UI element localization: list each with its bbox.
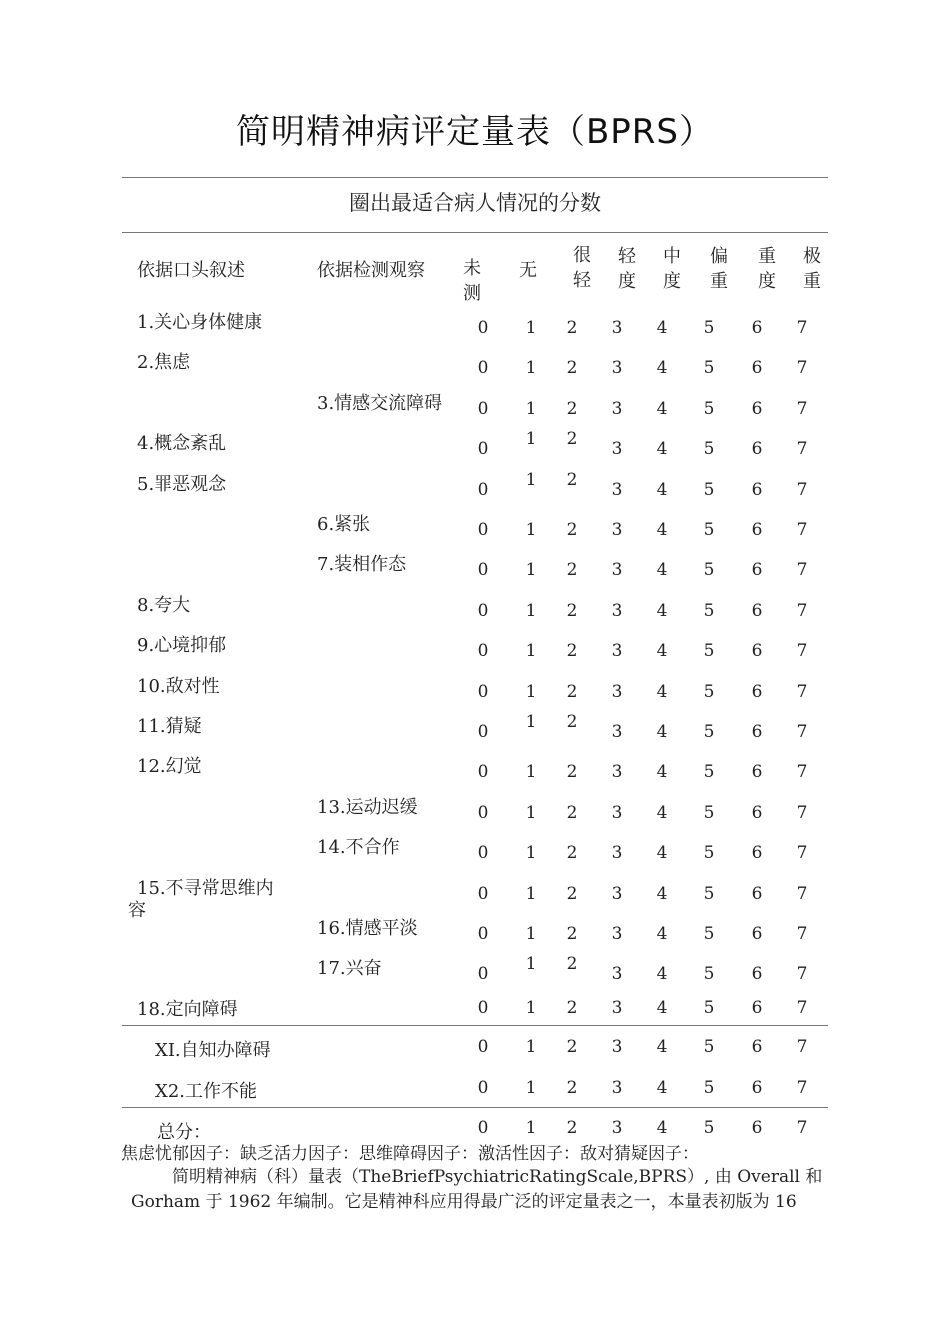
score-1: 1: [525, 954, 537, 975]
score-0: 0: [477, 1078, 489, 1098]
score-0: 0: [477, 560, 489, 581]
score-7: 7: [796, 997, 808, 1018]
score-3: 3: [611, 722, 623, 742]
score-6: 6: [751, 964, 763, 985]
score-0: 0: [477, 398, 489, 419]
score-4: 4: [656, 600, 668, 621]
score-3: 3: [611, 318, 623, 338]
score-6: 6: [751, 681, 763, 702]
score-4: 4: [656, 883, 668, 904]
score-0: 0: [477, 358, 489, 379]
header-score-1: 无: [519, 260, 537, 281]
score-2: 2: [566, 600, 578, 621]
score-5: 5: [703, 802, 715, 823]
score-2: 2: [566, 712, 578, 732]
score-5: 5: [703, 358, 715, 379]
score-2: 2: [566, 997, 578, 1018]
score-0: 0: [477, 997, 489, 1018]
score-7: 7: [796, 1078, 808, 1098]
score-5: 5: [703, 681, 715, 702]
score-0: 0: [477, 924, 489, 944]
score-7: 7: [796, 924, 808, 944]
score-5: 5: [703, 439, 715, 460]
score-7: 7: [796, 398, 808, 419]
score-1: 1: [525, 398, 537, 419]
header-score-3: 轻 度: [618, 246, 636, 292]
score-7: 7: [796, 439, 808, 460]
score-3: 3: [611, 843, 623, 864]
score-5: 5: [703, 520, 715, 540]
score-5: 5: [703, 722, 715, 742]
score-3: 3: [611, 883, 623, 904]
top-rule: [122, 177, 828, 178]
score-2: 2: [566, 802, 578, 823]
score-7: 7: [796, 681, 808, 702]
score-4: 4: [656, 964, 668, 985]
score-4: 4: [656, 1037, 668, 1057]
score-5: 5: [703, 1078, 715, 1098]
score-7: 7: [796, 802, 808, 823]
score-2: 2: [566, 1037, 578, 1057]
score-1: 1: [525, 318, 537, 338]
score-0: 0: [477, 843, 489, 864]
total-rule: [122, 1107, 828, 1108]
total-label: 总分：: [157, 1122, 211, 1143]
document-title: 简明精神病评定量表（BPRS）: [235, 112, 715, 152]
item-label: 9.心境抑郁: [137, 635, 227, 657]
total-score-2: 2: [566, 1118, 578, 1138]
score-7: 7: [796, 358, 808, 379]
item-label: 7.装相作态: [317, 554, 407, 576]
score-1: 1: [525, 802, 537, 823]
score-5: 5: [703, 318, 715, 338]
score-6: 6: [751, 520, 763, 540]
extra-item-label: X2.工作不能: [155, 1081, 257, 1102]
score-4: 4: [656, 560, 668, 581]
score-2: 2: [566, 560, 578, 581]
score-4: 4: [656, 843, 668, 864]
score-3: 3: [611, 924, 623, 944]
score-3: 3: [611, 681, 623, 702]
header-rule: [122, 232, 828, 233]
score-6: 6: [751, 560, 763, 581]
score-2: 2: [566, 520, 578, 540]
total-score-1: 1: [525, 1118, 537, 1138]
score-2: 2: [566, 681, 578, 702]
score-4: 4: [656, 479, 668, 500]
score-3: 3: [611, 641, 623, 662]
score-1: 1: [525, 997, 537, 1018]
score-0: 0: [477, 762, 489, 783]
score-6: 6: [751, 722, 763, 742]
score-4: 4: [656, 398, 668, 419]
score-3: 3: [611, 1037, 623, 1057]
score-4: 4: [656, 520, 668, 540]
score-0: 0: [477, 520, 489, 540]
score-1: 1: [525, 681, 537, 702]
item-label: 15.不寻常思维内: [137, 877, 274, 899]
score-3: 3: [611, 560, 623, 581]
description-line-2: Gorham 于 1962 年编制。它是精神科应用得最广泛的评定量表之一，本量表初版为 16: [131, 1192, 797, 1212]
score-6: 6: [751, 843, 763, 864]
header-verbal: 依据口头叙述: [137, 260, 245, 281]
instruction-subtitle: 圈出最适合病人情况的分数: [349, 191, 601, 215]
score-6: 6: [751, 479, 763, 500]
score-5: 5: [703, 1037, 715, 1057]
score-6: 6: [751, 641, 763, 662]
score-4: 4: [656, 997, 668, 1018]
score-1: 1: [525, 520, 537, 540]
score-5: 5: [703, 479, 715, 500]
score-7: 7: [796, 1037, 808, 1057]
score-3: 3: [611, 997, 623, 1018]
score-1: 1: [525, 924, 537, 944]
score-6: 6: [751, 1037, 763, 1057]
score-5: 5: [703, 924, 715, 944]
score-0: 0: [477, 722, 489, 742]
header-score-0: 未测: [463, 258, 481, 304]
score-0: 0: [477, 600, 489, 621]
score-1: 1: [525, 843, 537, 864]
item-label: 11.猜疑: [137, 716, 202, 737]
score-2: 2: [566, 641, 578, 662]
score-3: 3: [611, 1078, 623, 1098]
score-1: 1: [525, 1037, 537, 1057]
score-1: 1: [525, 641, 537, 662]
header-observed: 依据检测观察: [317, 260, 425, 281]
item-label: 14.不合作: [317, 837, 400, 859]
score-3: 3: [611, 802, 623, 823]
item-label: 16.情感平淡: [317, 918, 418, 939]
score-3: 3: [611, 398, 623, 419]
score-2: 2: [566, 843, 578, 864]
total-score-0: 0: [477, 1118, 489, 1138]
score-1: 1: [525, 469, 537, 490]
score-0: 0: [477, 1037, 489, 1057]
score-4: 4: [656, 318, 668, 338]
score-7: 7: [796, 560, 808, 581]
extra-item-label: XI.自知办障碍: [155, 1040, 271, 1061]
total-score-4: 4: [656, 1118, 668, 1138]
score-2: 2: [566, 883, 578, 904]
score-6: 6: [751, 762, 763, 783]
score-7: 7: [796, 964, 808, 985]
score-7: 7: [796, 600, 808, 621]
score-0: 0: [477, 964, 489, 985]
factors-line: 焦虑忧郁因子：缺乏活力因子：思维障碍因子：激活性因子：敌对猜疑因子：: [121, 1144, 699, 1164]
score-5: 5: [703, 560, 715, 581]
score-0: 0: [477, 802, 489, 823]
score-5: 5: [703, 762, 715, 783]
score-3: 3: [611, 762, 623, 783]
score-2: 2: [566, 358, 578, 379]
score-0: 0: [477, 318, 489, 338]
score-1: 1: [525, 429, 537, 450]
score-5: 5: [703, 843, 715, 864]
item-label: 13.运动迟缓: [317, 796, 418, 818]
item-label: 1.关心身体健康: [137, 312, 263, 333]
score-3: 3: [611, 479, 623, 500]
score-4: 4: [656, 641, 668, 662]
extra-rule: [122, 1025, 828, 1026]
header-score-4: 中 度: [663, 246, 681, 292]
item-label: 4.概念紊乱: [137, 433, 227, 455]
score-5: 5: [703, 398, 715, 419]
score-0: 0: [477, 479, 489, 500]
item-label: 17.兴奋: [317, 958, 382, 980]
score-0: 0: [477, 439, 489, 460]
item-label: 3.情感交流障碍: [317, 392, 443, 414]
score-2: 2: [566, 1078, 578, 1098]
score-7: 7: [796, 641, 808, 662]
item-label: 8.夸大: [137, 594, 191, 616]
score-4: 4: [656, 762, 668, 783]
score-1: 1: [525, 560, 537, 581]
score-2: 2: [566, 924, 578, 944]
score-1: 1: [525, 762, 537, 783]
header-score-2: 很 轻: [573, 245, 591, 291]
score-4: 4: [656, 439, 668, 460]
score-3: 3: [611, 358, 623, 379]
header-score-6: 重 度: [758, 246, 776, 292]
score-5: 5: [703, 883, 715, 904]
score-2: 2: [566, 469, 578, 490]
score-7: 7: [796, 762, 808, 783]
header-score-7: 极 重: [803, 246, 821, 292]
score-7: 7: [796, 843, 808, 864]
score-1: 1: [525, 358, 537, 379]
score-7: 7: [796, 722, 808, 742]
score-1: 1: [525, 1078, 537, 1098]
score-7: 7: [796, 883, 808, 904]
score-3: 3: [611, 964, 623, 985]
score-2: 2: [566, 318, 578, 338]
score-6: 6: [751, 802, 763, 823]
item-label: 12.幻觉: [137, 756, 202, 778]
score-4: 4: [656, 681, 668, 702]
score-6: 6: [751, 924, 763, 944]
score-1: 1: [525, 712, 537, 732]
score-6: 6: [751, 398, 763, 419]
score-0: 0: [477, 883, 489, 904]
item-label: 10.敌对性: [137, 675, 220, 697]
score-3: 3: [611, 439, 623, 460]
total-score-5: 5: [703, 1118, 715, 1138]
total-score-7: 7: [796, 1118, 808, 1138]
score-5: 5: [703, 600, 715, 621]
score-1: 1: [525, 600, 537, 621]
header-score-5: 偏 重: [710, 246, 728, 292]
score-6: 6: [751, 439, 763, 460]
item-label: 6.紧张: [317, 514, 371, 535]
score-2: 2: [566, 398, 578, 419]
score-4: 4: [656, 1078, 668, 1098]
total-score-6: 6: [751, 1118, 763, 1138]
score-6: 6: [751, 883, 763, 904]
item-label: 18.定向障碍: [137, 998, 238, 1020]
score-4: 4: [656, 802, 668, 823]
item-label-continuation: 容: [128, 899, 146, 921]
item-label: 5.罪恶观念: [137, 473, 227, 495]
score-4: 4: [656, 924, 668, 944]
score-2: 2: [566, 429, 578, 450]
score-3: 3: [611, 520, 623, 540]
score-7: 7: [796, 318, 808, 338]
score-6: 6: [751, 997, 763, 1018]
score-0: 0: [477, 641, 489, 662]
score-6: 6: [751, 1078, 763, 1098]
score-3: 3: [611, 600, 623, 621]
score-7: 7: [796, 520, 808, 540]
item-label: 2.焦虑: [137, 352, 191, 374]
total-score-3: 3: [611, 1118, 623, 1138]
score-2: 2: [566, 954, 578, 975]
score-1: 1: [525, 883, 537, 904]
score-4: 4: [656, 358, 668, 379]
score-4: 4: [656, 722, 668, 742]
description-line-1: 简明精神病（科）量表（TheBriefPsychiatricRatingScale,BPRS）, 由 Overall 和: [172, 1167, 823, 1187]
score-0: 0: [477, 681, 489, 702]
score-2: 2: [566, 762, 578, 783]
score-5: 5: [703, 964, 715, 985]
score-6: 6: [751, 358, 763, 379]
score-5: 5: [703, 997, 715, 1018]
score-5: 5: [703, 641, 715, 662]
score-7: 7: [796, 479, 808, 500]
score-6: 6: [751, 318, 763, 338]
score-6: 6: [751, 600, 763, 621]
